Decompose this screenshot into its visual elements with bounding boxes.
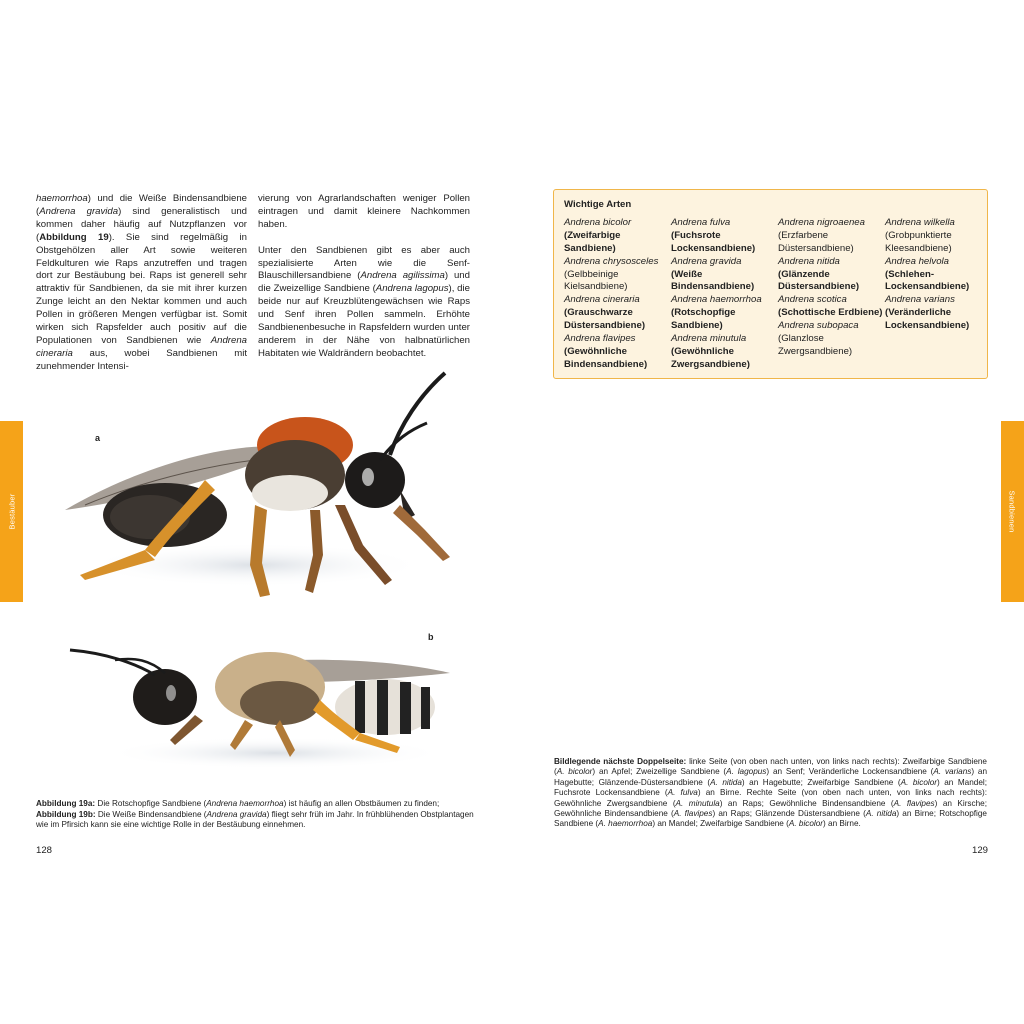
image-legend-next-spread: Bildlegende nächste Doppelseite: linke Seite (von oben nach unten, von links nach rechts): Zweifarbige Sandbiene (A. bicolor) an Apfel; Zweizellige Sandbiene (A. lagopus) an Senf; Veränderliche Lockensandbiene (A. varians) an Hagebutte; Glänzende-Düstersandbiene (A. nitida) an Hagebutte; Zweifarbige Sandbiene (A. bicolor) an Mandel; Fuchsrote Lockensandbiene (A. fulva) an Birne. Rechte Seite (von oben nach unten, von links nach rechts): Gewöhnliche Zwergsandbiene (A. minutula) an Raps; Gewöhnliche Bindensandbiene (A. flavipes) an Kirsche; Gewöhnliche Bindensandbiene (A. flavipes) an Raps; Glänzende Düstersandbiene (A. nitida) an Birne; Rotschopfige Sandbiene (A. haemorrhoa) an Mandel; Zweifarbige Sandbiene (A. bicolor) an Birne.: [554, 757, 988, 829]
figure-caption: Abbildung 19a: Die Rotschopfige Sandbiene (Andrena haemorrhoa) ist häufig an allen Obstbäumen zu finden; Abbildung 19b: Die Weiße Bindensandbiene (Andrena gravida) fliegt sehr früh im Jahr. In frühblühenden Obstplantagen wie im Pfirsich kann sie eine wichtige Rolle in der Bestäubung einnehmen.: [36, 799, 476, 830]
species-common-name: (Erzfarbene Düstersandbiene): [778, 229, 854, 254]
species-column: [778, 217, 885, 372]
species-entry: [564, 333, 671, 372]
species-common-name: (Gelbbeinige Kielsandbiene): [564, 268, 628, 293]
species-latin-name: Andrena bicolor: [564, 216, 632, 228]
species-entry: [885, 256, 992, 295]
bee-photo-a: [55, 365, 475, 605]
species-entry: [778, 256, 885, 295]
side-tab-right-label: Sandbienen: [1008, 490, 1018, 533]
species-entry: [885, 217, 992, 256]
species-common-name: (Schlehen-Lockensandbiene): [885, 268, 970, 293]
species-latin-name: Andrena minutula: [671, 333, 747, 345]
species-common-name: (Weiße Bindensandbiene): [671, 268, 755, 293]
figure-label-b: b: [428, 632, 434, 642]
page-number-left: 128: [36, 845, 53, 856]
page-number-right: 129: [972, 845, 989, 856]
species-common-name: (Glänzende Düstersandbiene): [778, 268, 860, 293]
species-common-name: (Fuchsrote Lockensandbiene): [671, 229, 756, 254]
left-col2-paragraph-1: vierung von Agrarlandschaften weniger Pollen eintragen und damit kleinere Nachkommen haben.: [258, 193, 470, 230]
species-latin-name: Andrena haemorrhoa: [671, 294, 762, 306]
bee-photo-b: [55, 625, 475, 775]
species-latin-name: Andrena varians: [885, 294, 955, 306]
species-entry: [671, 217, 778, 256]
left-text-column-2: [258, 193, 470, 374]
species-grid: [564, 217, 979, 372]
species-entry: [778, 217, 885, 256]
species-common-name: (Grauschwarze Düstersandbiene): [564, 307, 646, 332]
species-common-name: (Rotschopfige Sandbiene): [671, 307, 736, 332]
side-tab-left: [0, 421, 23, 602]
left-col1-paragraph: haemorrhoa) und die Weiße Bindensandbiene (Andrena gravida) sind generalistisch und kommen daher häufig auf Nutzpflanzen vor (Abbildung 19). Sie sind regelmäßig in Obstgehölzen aller Art sowie weiteren Feldkulturen wie Raps anzutreffen und tragen dort zur Bestäubung bei. Raps ist generell sehr attraktiv für Sandbienen, da sie mit ihrer kurzen Zunge leicht an den Nektar kommen und auch Pollen in größeren Mengen verfügbar ist. Somit wirken sich Rapsfelder auch positiv auf die Populationen von Sandbienen wie Andrena cineraria aus, wobei Sandbienen mit zunehmender Intensi-: [36, 193, 247, 372]
species-entry: [671, 294, 778, 333]
species-latin-name: Andrena gravida: [671, 255, 742, 267]
left-text-column-1: [36, 193, 247, 387]
species-latin-name: Andrena scotica: [778, 294, 847, 306]
species-entry: [564, 256, 671, 295]
species-common-name: (Gewöhnliche Bindensandbiene): [564, 345, 648, 370]
species-latin-name: Andrena fulva: [671, 216, 731, 228]
side-tab-right: [1001, 421, 1024, 602]
bee-a-illustration: [55, 365, 475, 605]
species-entry: [564, 294, 671, 333]
species-latin-name: Andrena chrysosceles: [564, 255, 659, 267]
species-entry: [778, 294, 885, 320]
species-latin-name: Andrea helvola: [885, 255, 950, 267]
left-col2-paragraph-2: Unter den Sandbienen gibt es aber auch spezialisierte Arten wie die Senf-Blauschillersandbiene (Andrena agilissima) und die Zweizellige Sandbiene (Andrena lagopus), die beide nur auf Kreuzblütengewächsen wie Raps und Senf ihren Pollen sammeln. Erhöhte Sandbienenbesuche in Rapsfeldern wurden unter anderem in der Nähe von halbnatürlichen Habitaten wie Waldrändern beobachtet.: [258, 244, 470, 359]
species-latin-name: Andrena cineraria: [564, 294, 640, 306]
box-title: Wichtige Arten: [564, 199, 632, 210]
species-common-name: (Veränderliche Lockensandbiene): [885, 307, 970, 332]
species-common-name: (Zweifarbige Sandbiene): [564, 229, 621, 254]
species-latin-name: Andrena wilkella: [885, 216, 955, 228]
side-tab-left-label: Bestäuber: [7, 493, 16, 530]
species-entry: [671, 333, 778, 372]
species-common-name: (Glanzlose Zwergsandbiene): [778, 333, 853, 357]
species-entry: [885, 294, 992, 333]
species-entry: [671, 256, 778, 295]
species-latin-name: Andrena nigroaenea: [778, 216, 865, 228]
species-latin-name: Andrena nitida: [778, 255, 840, 267]
species-column: [885, 217, 992, 372]
bee-b-illustration: [55, 625, 475, 775]
species-common-name: (Gewöhnliche Zwergsandbiene): [671, 345, 750, 370]
species-column: [564, 217, 671, 372]
species-common-name: (Schottische Erdbiene): [778, 307, 883, 319]
species-latin-name: Andrena flavipes: [564, 333, 636, 345]
species-latin-name: Andrena subopaca: [778, 320, 859, 332]
species-entry: [778, 320, 885, 359]
species-column: [671, 217, 778, 372]
figure-label-a: a: [95, 433, 101, 443]
species-common-name: (Grobpunktierte Kleesandbiene): [885, 229, 952, 254]
important-species-box: [553, 189, 988, 379]
species-entry: [564, 217, 671, 256]
